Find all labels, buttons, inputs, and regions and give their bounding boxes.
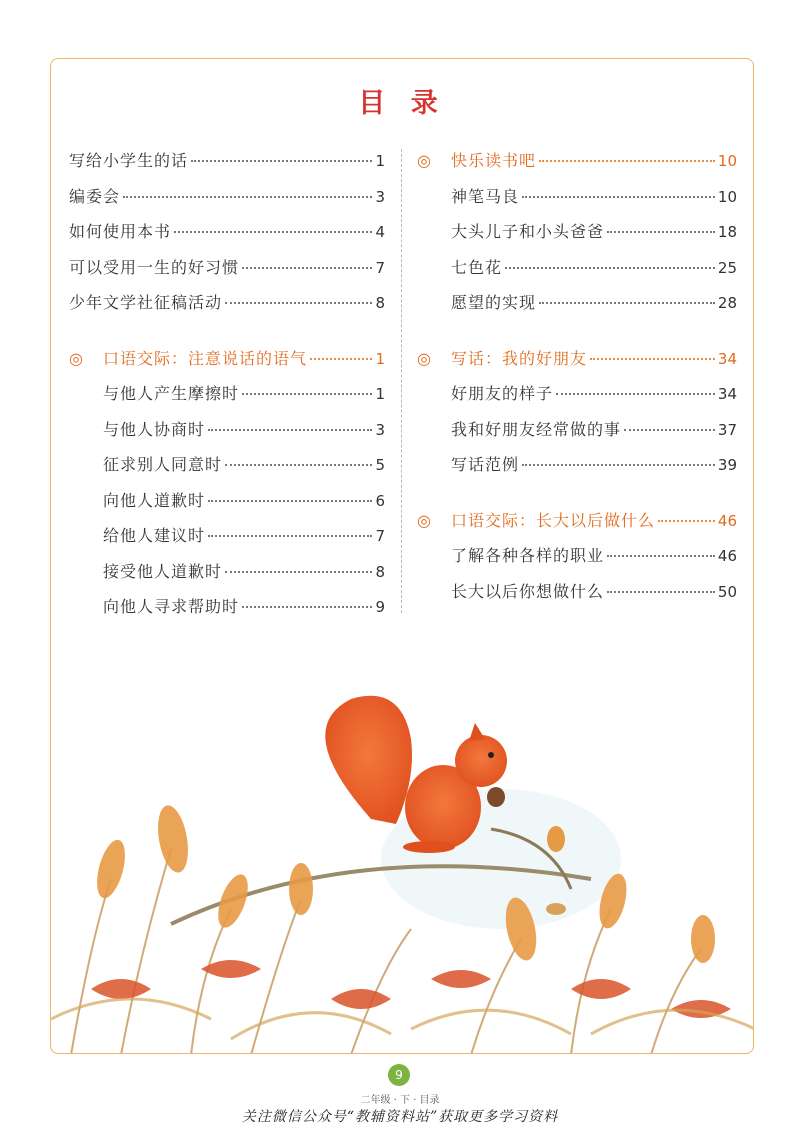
toc-section-page: 34 (717, 349, 737, 368)
toc-entry-page: 39 (717, 456, 737, 474)
right-sections (417, 143, 737, 609)
leader-dots (208, 535, 372, 537)
toc-entry-page: 1 (375, 385, 385, 403)
toc-entry-title: 七色花 (451, 257, 503, 277)
leader-dots (242, 267, 372, 269)
toc-entry-title: 神笔马良 (451, 186, 520, 206)
toc-entry-page: 5 (375, 456, 385, 474)
leader-dots (522, 464, 715, 466)
toc-entry[interactable] (69, 143, 385, 179)
page-title: 目 录 (358, 88, 446, 119)
toc-entry[interactable] (69, 483, 385, 519)
toc-entry[interactable] (417, 179, 737, 215)
toc-entry[interactable] (417, 412, 737, 448)
toc-entry-title: 与他人协商时 (103, 419, 206, 439)
toc-entry-title: 可以受用一生的好习惯 (69, 257, 240, 277)
toc-entry-page: 50 (717, 582, 737, 601)
toc-entry-title: 给他人建议时 (103, 526, 206, 545)
toc-entry[interactable] (417, 376, 737, 412)
toc-entry-title: 征求别人同意时 (103, 455, 223, 474)
toc-entry-title: 好朋友的样子 (451, 384, 554, 403)
leader-dots (539, 160, 715, 162)
leader-dots (539, 302, 715, 304)
toc-section-title: 口语交际：长大以后做什么 (451, 510, 656, 530)
toc-entry-title: 愿望的实现 (451, 293, 537, 312)
toc-entry[interactable] (417, 538, 737, 574)
leader-dots (242, 606, 372, 608)
page-number-badge: 9 (388, 1064, 410, 1086)
squirrel-sorghum-illustration (51, 689, 754, 1054)
leader-dots (225, 571, 372, 573)
intro-list (69, 143, 385, 321)
toc-entry-page: 28 (717, 294, 737, 312)
footer-note: 关注微信公众号“教辅资料站”获取更多学习资料 (241, 1109, 559, 1125)
toc-section-page: 10 (717, 152, 737, 170)
toc-entry-title: 写给小学生的话 (69, 151, 189, 170)
toc-entry[interactable] (69, 554, 385, 590)
toc-entry[interactable] (69, 179, 385, 215)
toc-entry[interactable] (417, 214, 737, 250)
toc-section[interactable] (417, 341, 737, 377)
leader-dots (590, 358, 715, 360)
toc-entry[interactable] (69, 518, 385, 554)
page-frame (50, 58, 754, 1054)
toc-entry-page: 1 (375, 152, 385, 170)
bullet-circle-icon: ◎ (417, 510, 431, 530)
leader-dots (123, 196, 372, 198)
leader-dots (208, 429, 372, 431)
leader-dots (225, 302, 372, 304)
toc-entry-page: 9 (375, 598, 385, 616)
toc-section-page: 46 (717, 511, 737, 530)
toc-entry-page: 7 (375, 527, 385, 545)
toc-entry[interactable] (69, 447, 385, 483)
toc-entry-page: 37 (717, 420, 737, 439)
leader-dots (624, 429, 715, 431)
toc-entry[interactable] (69, 412, 385, 448)
toc-section-title: 写话：我的好朋友 (451, 348, 588, 368)
toc-entry-page: 10 (717, 187, 737, 206)
toc-entry-page: 46 (717, 547, 737, 565)
toc-entry-page: 18 (717, 223, 737, 241)
left-column (69, 143, 385, 625)
toc-entry-title: 少年文学社征稿活动 (69, 293, 223, 312)
toc-entry-page: 8 (375, 562, 385, 581)
bullet-circle-icon: ◎ (417, 151, 431, 170)
leader-dots (174, 231, 372, 233)
toc-entry-title: 编委会 (69, 186, 121, 206)
toc-section-page: 1 (375, 349, 385, 368)
leader-dots (208, 500, 372, 502)
section-items (69, 376, 385, 625)
leader-dots (522, 196, 715, 198)
leader-dots (556, 393, 715, 395)
toc-section[interactable] (69, 341, 385, 377)
toc-entry[interactable] (69, 250, 385, 286)
toc-entry[interactable] (417, 250, 737, 286)
leader-dots (658, 520, 715, 522)
toc-entry[interactable] (417, 447, 737, 483)
toc-entry-page: 25 (717, 258, 737, 277)
toc-entry[interactable] (417, 574, 737, 610)
footer-subtitle: 二年级 · 下 · 目录 (360, 1095, 440, 1106)
toc-entry-page: 8 (375, 294, 385, 312)
toc-entry[interactable] (69, 214, 385, 250)
toc-section[interactable] (417, 503, 737, 539)
leader-dots (310, 358, 372, 360)
toc-entry-page: 4 (375, 223, 385, 241)
toc-entry-title: 我和好朋友经常做的事 (451, 419, 622, 439)
toc-entry-title: 如何使用本书 (69, 222, 172, 241)
toc-entry-page: 34 (717, 385, 737, 403)
leader-dots (191, 160, 372, 162)
toc-entry-page: 3 (375, 187, 385, 206)
toc-entry-page: 3 (375, 420, 385, 439)
leader-dots (225, 464, 372, 466)
toc-entry[interactable] (69, 376, 385, 412)
toc-section-title: 口语交际：注意说话的语气 (103, 348, 308, 368)
toc-section[interactable] (417, 143, 737, 179)
toc-entry[interactable] (69, 285, 385, 321)
toc-entry-title: 了解各种各样的职业 (451, 546, 605, 565)
toc-entry-title: 向他人道歉时 (103, 490, 206, 510)
leader-dots (607, 555, 715, 557)
toc-entry-title: 长大以后你想做什么 (451, 581, 605, 601)
leader-dots (242, 393, 372, 395)
right-column (417, 143, 737, 609)
toc-entry-page: 6 (375, 491, 385, 510)
toc-entry-title: 向他人寻求帮助时 (103, 597, 240, 616)
bullet-circle-icon: ◎ (417, 348, 431, 368)
toc-entry-title: 与他人产生摩擦时 (103, 384, 240, 403)
leader-dots (505, 267, 715, 269)
toc-entry-title: 大头儿子和小头爸爸 (451, 222, 605, 241)
toc-entry-page: 7 (375, 258, 385, 277)
bullet-circle-icon: ◎ (69, 348, 83, 368)
toc-section-title: 快乐读书吧 (451, 151, 537, 170)
toc-entry[interactable] (417, 285, 737, 321)
column-divider (401, 149, 402, 613)
leader-dots (607, 231, 715, 233)
toc-entry-title: 写话范例 (451, 455, 520, 474)
leader-dots (607, 591, 715, 593)
toc-entry-title: 接受他人道歉时 (103, 561, 223, 581)
toc-entry[interactable] (69, 589, 385, 625)
